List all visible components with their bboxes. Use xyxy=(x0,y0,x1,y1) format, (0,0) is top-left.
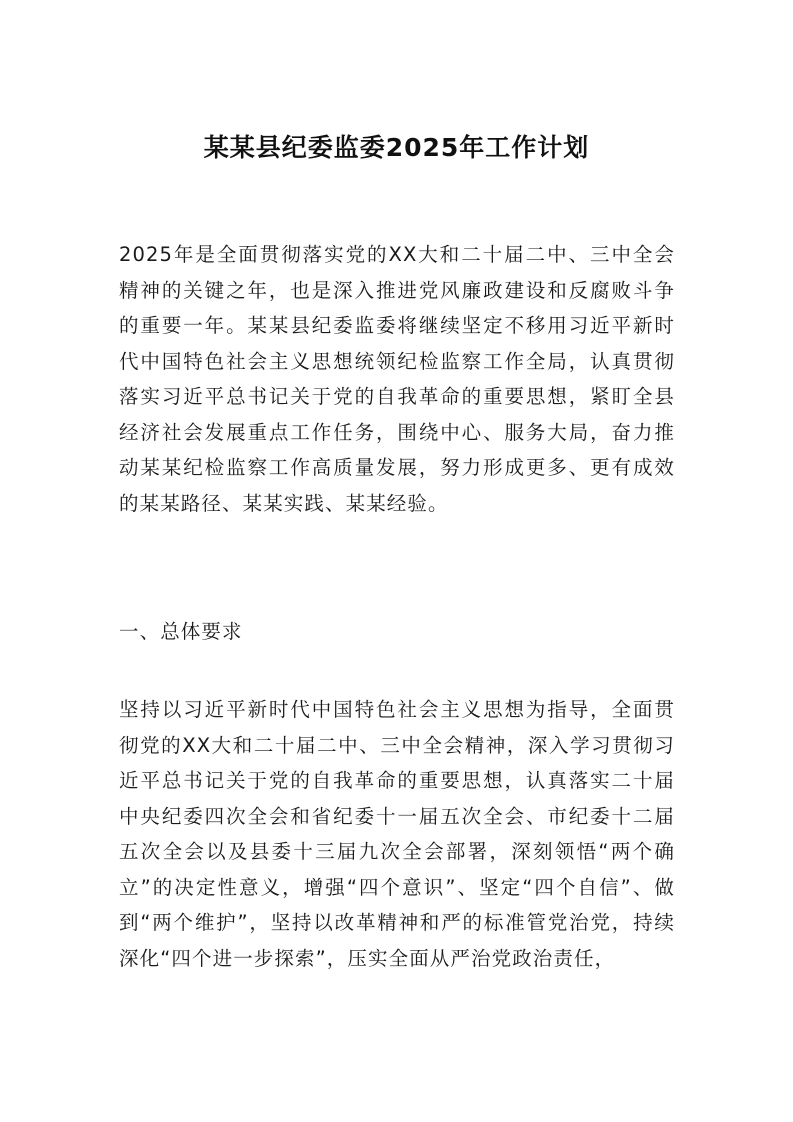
section-heading: 一、总体要求 xyxy=(119,620,243,643)
document-title: 某某县纪委监委2025年工作计划 xyxy=(203,133,590,162)
intro-paragraph: 2025年是全面贯彻落实党的XX大和二十届二中、三中全会精神的关键之年，也是深入推进党风廉政建设和反腐败斗争的重要一年。某某县纪委监委将继续坚定不移用习近平新时代中国特色社会主义思想统领纪检监察工作全局，认真贯彻落实习近平总书记关于党的自我革命的重要思想，紧盯全县经济社会发展重点工作任务，围绕中心、服务大局，奋力推动某某纪检监察工作高质量发展，努力形成更多、更有成效的某某路径、某某实践、某某经验。 xyxy=(119,243,675,515)
section-paragraph: 坚持以习近平新时代中国特色社会主义思想为指导，全面贯彻党的XX大和二十届二中、三中全会精神，深入学习贯彻习近平总书记关于党的自我革命的重要思想，认真落实二十届中央纪委四次全会和省纪委十一届五次全会、市纪委十二届五次全会以及县委十三届九次全会部署，深刻领悟“两个确立”的决定性意义，增强“四个意识”、坚定“四个自信”、做到“两个维护”，坚持以改革精神和严的标准管党治党，持续深化“四个进一步探索”，压实全面从严治党政治责任， xyxy=(119,698,675,970)
